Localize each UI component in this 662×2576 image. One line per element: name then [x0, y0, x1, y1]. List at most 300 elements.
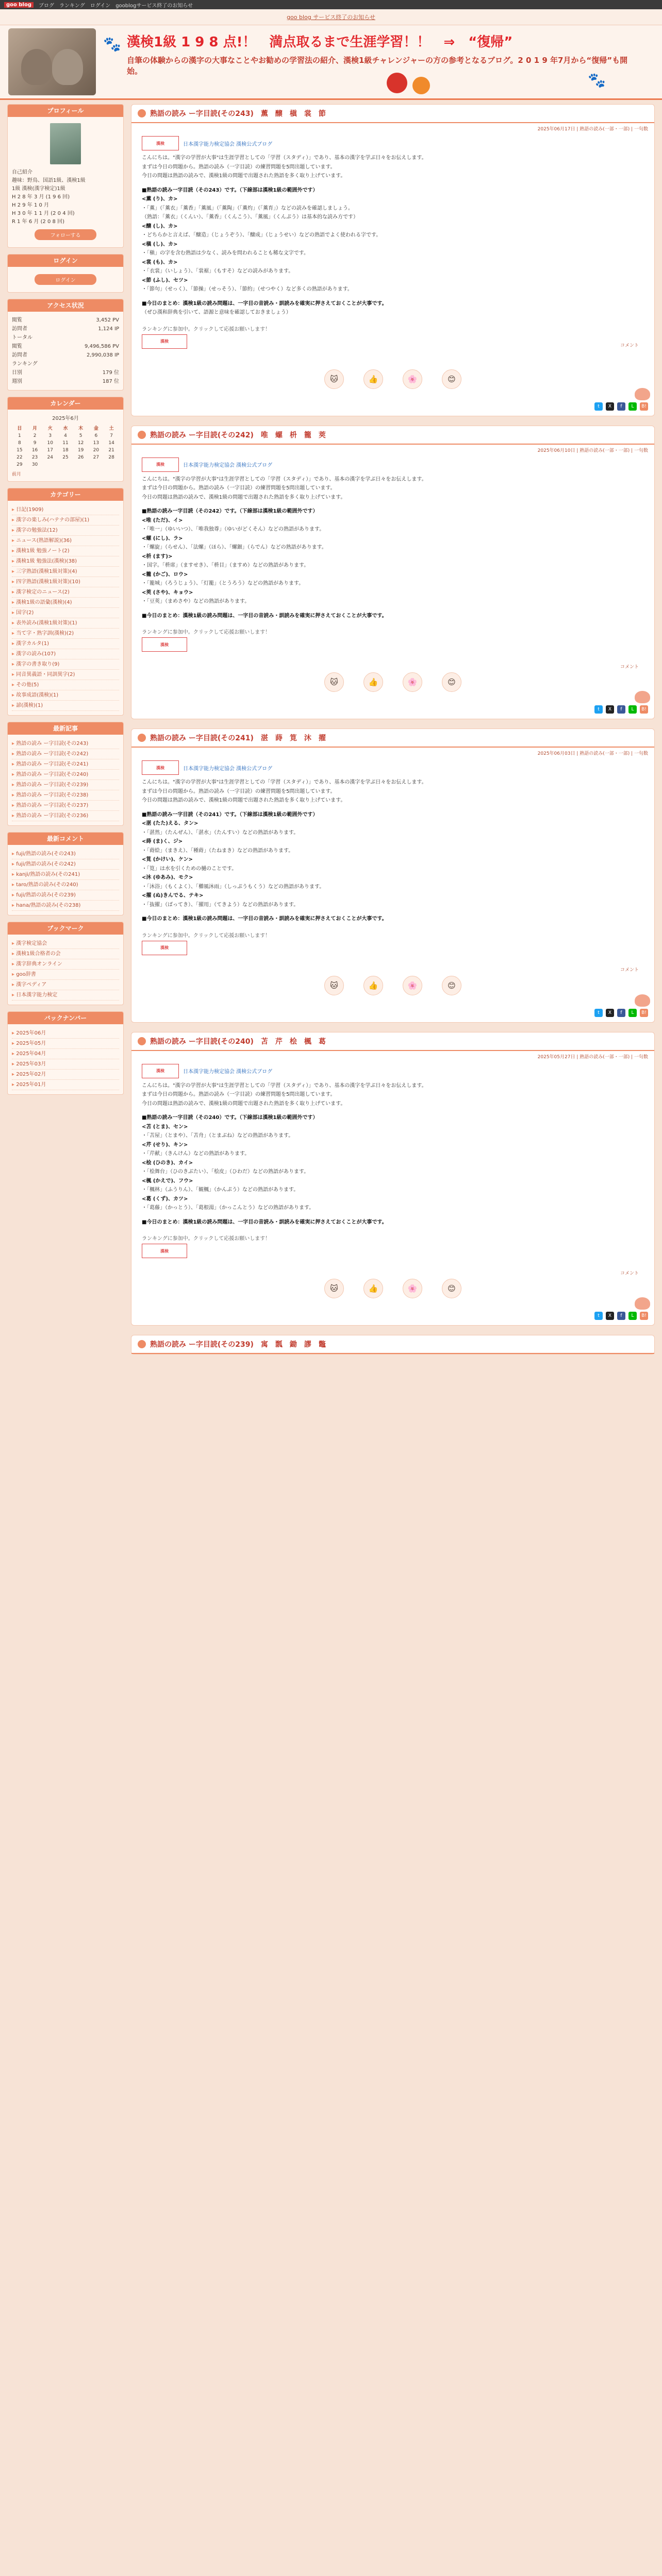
calendar-day[interactable]: 22: [16, 455, 23, 460]
access-heading: アクセス状況: [8, 299, 123, 312]
post-header: [131, 105, 654, 123]
post-title[interactable]: 熟語の読み ー字目読(その240) 苫 芹 桧 楓 葛: [150, 1037, 326, 1046]
calendar-day[interactable]: 1: [18, 433, 21, 438]
comment-link[interactable]: ▸ fuji/熟語の読み(その243): [12, 849, 119, 859]
reaction-button[interactable]: 🐱: [324, 976, 344, 995]
post-line: ・「湛然」（たんぜん）、「湛水」（たんすい）などの熟語があります。: [142, 829, 299, 836]
post-line: （熟語：「薫衣」（くんい）、「薫香」（くんこう）、「薫風」（くんぷう）は基本的な読み方です）: [142, 214, 358, 220]
access-box: [7, 299, 124, 391]
category-link[interactable]: ▸ 四字熟語(漢検1級対策)(10): [12, 577, 119, 587]
post-meta: 2025年06月17日 | 熟語の読み(一部・一部) | 一句数: [537, 127, 648, 132]
post-line: ・「唯一」（ゆいいつ）、「唯我独尊」（ゆいがどくそん）などの熟語があります。: [142, 527, 325, 532]
access-value: 3,452 PV: [96, 317, 119, 323]
access-row: [12, 360, 119, 368]
calendar-day: [42, 461, 58, 468]
paw-icon: 🐾: [588, 72, 606, 89]
avatar[interactable]: [50, 123, 81, 164]
topbar-link[interactable]: ログイン: [90, 3, 111, 9]
kanken-banner: [142, 136, 644, 150]
twitter-icon[interactable]: t: [594, 402, 603, 411]
category-link[interactable]: ▸ 漢字の書き取り(9): [12, 659, 119, 670]
sidebar: [7, 104, 124, 1364]
post-line: ■今日のまとめ：漢検1級の読み問題は、一字目の音読み・訓読みを確実に押さえておくことが大事です。: [142, 1219, 387, 1225]
post-line: ・「筧」は水を引くための樋のことです。: [142, 866, 237, 872]
access-value: 9,496,586 PV: [85, 344, 119, 349]
cat-deco-icon: [635, 994, 650, 1007]
profile-box: [7, 104, 124, 248]
kanken-logo[interactable]: 漢検: [142, 136, 179, 150]
post-line: <螺 (にし)、ラ>: [142, 535, 183, 541]
access-row: [12, 325, 119, 333]
kanken-banner: [142, 457, 644, 472]
post-line: <蒔 (ま)く、ジ>: [142, 839, 183, 844]
access-label: 週別: [12, 379, 22, 384]
post-text: [142, 1081, 644, 1227]
comment-link[interactable]: ▸ fuji/熟語の読み(その242): [12, 859, 119, 870]
post-header: [131, 729, 654, 748]
calendar-day[interactable]: 28: [108, 455, 114, 460]
calendar-day: [58, 461, 73, 468]
reaction-button[interactable]: 😊: [442, 976, 461, 995]
facebook-icon[interactable]: f: [617, 402, 625, 411]
kanken-banner: [142, 760, 644, 775]
profile-line: 趣味：野鳥、国語1級、漢検1級: [12, 178, 86, 183]
access-row: [12, 333, 119, 342]
topbar-link[interactable]: gooblogサービス終了のお知らせ: [115, 3, 193, 9]
weekday-label: 土: [109, 426, 114, 431]
login-button[interactable]: ログイン: [35, 274, 96, 285]
reaction-button[interactable]: 🐱: [324, 369, 344, 389]
reaction-buttons: [142, 672, 644, 692]
post-line: ・国字。「枡席」（ますせき）、「枡目」（ますめ）などの熟語があります。: [142, 563, 309, 568]
blog-subtitle: 自筆の体験からの漢字の大事なことやお勧めの学習法の紹介、漢検1級チャレンジャーの方の参考となるブログ。2 0 1 9 年7月から“復帰”も開始。: [127, 56, 628, 76]
reaction-buttons: [142, 1279, 644, 1298]
archive-link[interactable]: ▸ 2025年01月: [12, 1080, 119, 1090]
post-spacer: [142, 606, 644, 612]
topbar-link[interactable]: ランキング: [59, 3, 85, 9]
recent-post-link[interactable]: ▸ 熟語の読み ー字目読(その237): [12, 801, 119, 811]
blog-title[interactable]: 漢検1級 1 9 8 点!！ 満点取るまで生涯学習！！ ⇒ “復帰”: [127, 35, 513, 50]
post-line: ・「蒔絵」（まきえ）、「種蒔」（たねまき）などの熟語があります。: [142, 848, 294, 854]
category-link[interactable]: ▸ 漢字検定のニュース(2): [12, 587, 119, 598]
profile-heading: プロフィール: [8, 105, 123, 117]
kanken-link[interactable]: 日本漢字能力検定協会 漢検公式ブログ: [183, 1069, 273, 1075]
ranking-text: ランキングに参加中。クリックして応援お願いします！: [142, 933, 271, 939]
archive-list: [8, 1024, 123, 1094]
access-row: [12, 368, 119, 377]
recent-heading: 最新記事: [8, 722, 123, 735]
post-line: 今日の問題は熟語の読みで、漢検1級の問題で出題された熟語を多く取り上げています。: [142, 494, 346, 500]
recent-post-link[interactable]: ▸ 熟語の読み ー字目読(その240): [12, 770, 119, 780]
reaction-button[interactable]: 🌸: [403, 976, 422, 995]
category-link[interactable]: ▸ 漢検1級 勉強ノート(2): [12, 546, 119, 556]
category-link[interactable]: ▸ 三字熟語(漢検1級対策)(4): [12, 567, 119, 577]
archive-link[interactable]: ▸ 2025年02月: [12, 1070, 119, 1080]
post-line: ・「芹献」（きんけん）などの熟語があります。: [142, 1151, 250, 1157]
calendar-day[interactable]: 7: [110, 433, 113, 438]
calendar-day[interactable]: 3: [48, 433, 52, 438]
hatena-icon[interactable]: B!: [640, 1009, 648, 1017]
post-line: <籠 (かご)、ロウ>: [142, 571, 188, 578]
post-title[interactable]: 熟語の読み ー字目読(その241) 湛 蒔 筧 沐 擢: [150, 734, 326, 742]
post-line: ■熟語の読み一字目読（その240）です。（下線部は漢検1級の範囲外です）: [142, 1115, 318, 1121]
calendar-day[interactable]: 2: [33, 433, 37, 438]
weekday-label: 日: [17, 426, 22, 431]
hatena-icon[interactable]: B!: [640, 705, 648, 714]
archive-link[interactable]: ▸ 2025年04月: [12, 1049, 119, 1059]
login-box: [7, 254, 124, 293]
calendar-box: [7, 397, 124, 482]
category-link[interactable]: ▸ 日記(1909): [12, 505, 119, 515]
category-link[interactable]: ▸ 漢字の楽しみ(ハテナの部屋)(1): [12, 515, 119, 526]
comment-link[interactable]: ▸ hana/熟語の読み(その238): [12, 901, 119, 911]
profile-line: 自己紹介: [12, 170, 32, 175]
calendar-day[interactable]: 20: [93, 448, 100, 453]
blog-post: [131, 1335, 655, 1354]
category-link[interactable]: ▸ 漢字カルタ(1): [12, 639, 119, 649]
share-bar: [131, 1006, 654, 1022]
cat-deco-icon: [635, 388, 650, 400]
access-label: 訪問者: [12, 326, 27, 332]
reaction-button[interactable]: 👍: [363, 976, 383, 995]
calendar-day[interactable]: 12: [77, 440, 84, 446]
ranking-section: [142, 628, 644, 652]
ranking-banner[interactable]: 漢検: [142, 941, 187, 955]
access-value: 1,124 IP: [98, 326, 119, 332]
post-line: ■熟語の読み一字目読（その241）です。（下線部は漢検1級の範囲外です）: [142, 811, 318, 818]
reaction-buttons: [142, 976, 644, 995]
post-line: まずは今日の問題から。熟語の読み（一字目読）の練習問題を5問出題しています。: [142, 164, 336, 170]
recent-post-link[interactable]: ▸ 熟語の読み ー字目読(その236): [12, 811, 119, 821]
x-icon[interactable]: X: [606, 402, 614, 411]
bookmark-link[interactable]: ▸ 漢字ペディア: [12, 980, 119, 990]
archive-box: [7, 1011, 124, 1095]
category-link[interactable]: ▸ 同音異義語・同訓異字(2): [12, 670, 119, 680]
post-text: [142, 154, 644, 317]
weekday-label: 水: [63, 426, 68, 431]
post-line: 今日の問題は熟語の読みで、漢検1級の問題で出題された熟語を多く取り上げています。: [142, 798, 346, 803]
calendar-day[interactable]: 11: [62, 440, 69, 446]
calendar-day[interactable]: 10: [47, 440, 53, 446]
comment-link[interactable]: コメント: [620, 968, 639, 973]
calendar-day[interactable]: 23: [31, 455, 38, 460]
access-row: [12, 342, 119, 351]
post-line: ■熟語の読み一字目読（その242）です。（下線部は漢検1級の範囲外です）: [142, 509, 318, 514]
line-icon[interactable]: L: [628, 1312, 637, 1320]
yarn-ball-icon: [412, 77, 430, 94]
post-line: <醸 (し)、カ>: [142, 223, 178, 229]
recent-post-link[interactable]: ▸ 熟語の読み ー字目読(その241): [12, 759, 119, 770]
kanken-logo[interactable]: 漢検: [142, 1064, 179, 1078]
title-dot-icon: [138, 1037, 146, 1045]
kanken-logo[interactable]: 漢検: [142, 457, 179, 472]
post-title[interactable]: 熟語の読み ー字目読(その239) 寓 瓢 鋤 謬 鼈: [150, 1341, 326, 1349]
access-label: ランキング: [12, 361, 38, 367]
post-line: ・どちらかと言えば、「醸造」（じょうぞう）、「醸成」（じょうせい）などの熟語でよく使われる字です。: [142, 232, 382, 238]
post-line: ・「抜擢」（ばってき）、「擢用」（てきよう）などの熟語があります。: [142, 902, 299, 908]
line-icon[interactable]: L: [628, 402, 637, 411]
reaction-button[interactable]: 🌸: [403, 1279, 422, 1298]
ranking-banner[interactable]: 漢検: [142, 637, 187, 652]
bookmark-link[interactable]: ▸ 日本漢字能力検定: [12, 990, 119, 1001]
bookmark-link[interactable]: ▸ 漢字辞典オンライン: [12, 959, 119, 970]
bookmark-box: [7, 922, 124, 1005]
post-line: ・「節句」（せっく）、「節操」（せっそう）、「節約」（せつやく）など多くの熟語があります。: [142, 286, 353, 292]
post-line: ■熟語の読み一字目読（その243）です。（下線部は漢検1級の範囲外です）: [142, 187, 318, 193]
kanken-logo[interactable]: 漢検: [142, 760, 179, 775]
access-label: 日別: [12, 370, 22, 376]
topbar-link[interactable]: ブログ: [39, 3, 54, 9]
title-dot-icon: [138, 1340, 146, 1348]
post-spacer: [142, 805, 644, 810]
twitter-icon[interactable]: t: [594, 1009, 603, 1017]
post-line: <薫 (り)、カ>: [142, 196, 178, 202]
calendar-day[interactable]: 21: [108, 448, 114, 453]
post-title[interactable]: 熟語の読み ー字目読(その242) 唯 螺 枡 籠 莢: [150, 431, 326, 439]
main-content: [131, 104, 655, 1364]
comments-list: [8, 845, 123, 915]
line-icon[interactable]: L: [628, 705, 637, 714]
reaction-button[interactable]: 😊: [442, 369, 461, 389]
comments-heading: 最新コメント: [8, 833, 123, 845]
calendar-day[interactable]: 24: [47, 455, 53, 460]
blog-header: [0, 25, 662, 100]
category-heading: カテゴリー: [8, 488, 123, 501]
post-body: [131, 1062, 654, 1309]
bookmark-link[interactable]: ▸ goo辞書: [12, 970, 119, 980]
calendar-day[interactable]: 15: [16, 448, 23, 453]
category-link[interactable]: ▸ 諺(漢検)(1): [12, 701, 119, 711]
calendar-day[interactable]: 26: [77, 455, 84, 460]
share-bar: [131, 399, 654, 416]
recent-post-link[interactable]: ▸ 熟語の読み ー字目読(その243): [12, 739, 119, 749]
comment-link[interactable]: コメント: [620, 343, 639, 348]
post-meta: 2025年05月27日 | 熟語の読み(一部・一部) | 一句数: [537, 1054, 648, 1060]
cat-deco-icon: [635, 691, 650, 703]
post-line: <沐 (ゆあみ)、モク>: [142, 875, 193, 880]
x-icon[interactable]: X: [606, 705, 614, 714]
comment-link[interactable]: ▸ fuji/熟語の読み(その239): [12, 890, 119, 901]
calendar-day[interactable]: 19: [77, 448, 84, 453]
archive-heading: バックナンバー: [8, 1012, 123, 1024]
post-line: <莢 (さや)、キョウ>: [142, 589, 193, 596]
calendar-day[interactable]: 13: [93, 440, 100, 446]
reaction-button[interactable]: 😊: [442, 672, 461, 692]
post-text: [142, 475, 644, 621]
comment-link[interactable]: コメント: [620, 1270, 639, 1276]
title-dot-icon: [138, 734, 146, 742]
cats-photo: [8, 28, 96, 95]
hatena-icon[interactable]: B!: [640, 402, 648, 411]
post-header: [131, 1335, 654, 1354]
category-link[interactable]: ▸ 漢検1級の語彙(漢検)(4): [12, 598, 119, 608]
category-list: [8, 501, 123, 715]
reaction-button[interactable]: 🌸: [403, 672, 422, 692]
post-spacer: [142, 181, 644, 186]
recent-box: [7, 722, 124, 826]
kanken-link[interactable]: 日本漢字能力検定協会 漢検公式ブログ: [183, 463, 273, 468]
comments-box: [7, 832, 124, 916]
post-line: ・「沐浴」（もくよく）、「櫛風沐雨」（しっぷうもくう）などの熟語があります。: [142, 884, 325, 890]
post-line: こんにちは。"漢字の学習が大事"は生涯学習としての「学習（スタディ）」であり、基本の漢字を学ぶ日々をお伝えします。: [142, 1082, 427, 1089]
bookmark-link[interactable]: ▸ 漢字検定協会: [12, 939, 119, 949]
twitter-icon[interactable]: t: [594, 705, 603, 714]
hatena-icon[interactable]: B!: [640, 1312, 648, 1320]
twitter-icon[interactable]: t: [594, 1312, 603, 1320]
goo-logo[interactable]: goo blog: [4, 2, 34, 8]
post-header: [131, 1032, 654, 1051]
facebook-icon[interactable]: f: [617, 705, 625, 714]
archive-link[interactable]: ▸ 2025年05月: [12, 1039, 119, 1049]
kanken-link[interactable]: 日本漢字能力検定協会 漢検公式ブログ: [183, 766, 273, 772]
access-row: [12, 316, 119, 325]
post-line: <葛 (くず)、カツ>: [142, 1196, 188, 1202]
post-line: ・「苫屋」（とまや）、「苫舟」（とまぶね）などの熟語があります。: [142, 1133, 294, 1139]
post-line: ・「籠城」（ろうじょう）、「灯籠」（とうろう）などの熟語があります。: [142, 581, 304, 586]
ranking-banner[interactable]: 漢検: [142, 334, 187, 349]
comment-link[interactable]: コメント: [620, 664, 639, 670]
category-link[interactable]: ▸ 故事成語(漢検)(1): [12, 690, 119, 701]
reaction-buttons: [142, 369, 644, 389]
post-line: 今日の問題は熟語の読みで、漢検1級の問題で出題された熟語を多く取り上げています。: [142, 173, 346, 179]
calendar-day: [104, 461, 119, 468]
profile-text: [12, 168, 119, 226]
blog-post: [131, 1032, 655, 1326]
category-link[interactable]: ▸ 漢字の読み(107): [12, 649, 119, 659]
reaction-button[interactable]: 🐱: [324, 1279, 344, 1298]
post-line: <裳 (も)、カ>: [142, 259, 178, 265]
calendar-day[interactable]: 14: [108, 440, 114, 446]
calendar-day[interactable]: 18: [62, 448, 69, 453]
recent-post-link[interactable]: ▸ 熟語の読み ー字目読(その242): [12, 749, 119, 759]
line-icon[interactable]: L: [628, 1009, 637, 1017]
service-notice-link[interactable]: goo blog サービス終了のお知らせ: [287, 14, 375, 21]
calendar-day[interactable]: 16: [31, 448, 38, 453]
reaction-button[interactable]: 🌸: [403, 369, 422, 389]
access-value: 2,990,038 IP: [86, 352, 119, 358]
post-line: <唯 (ただ)、イ>: [142, 517, 183, 523]
post-line: ・「葛藤」（かっとう）、「葛根湯」（かっこんとう）などの熟語があります。: [142, 1205, 315, 1211]
profile-line: H 3 0 年 1 1 月 (2 0 4 回): [12, 211, 75, 216]
category-link[interactable]: ▸ その他(5): [12, 680, 119, 690]
post-line: まずは今日の問題から。熟語の読み（一字目読）の練習問題を5問出題しています。: [142, 1092, 336, 1097]
service-notice: [0, 9, 662, 25]
kanken-link[interactable]: 日本漢字能力検定協会 漢検公式ブログ: [183, 141, 273, 147]
reaction-button[interactable]: 👍: [363, 1279, 383, 1298]
reaction-button[interactable]: 😊: [442, 1279, 461, 1298]
reaction-button[interactable]: 👍: [363, 672, 383, 692]
post-line: ・「桧舞台」（ひのきぶたい）、「桧皮」（ひわだ）などの熟語があります。: [142, 1169, 309, 1175]
bookmark-list: [8, 935, 123, 1005]
ranking-text: ランキングに参加中。クリックして応援お願いします！: [142, 326, 271, 332]
calendar-day[interactable]: 5: [79, 433, 82, 438]
post-line: <苫 (とま)、セン>: [142, 1124, 188, 1130]
blog-post: [131, 728, 655, 1023]
share-bar: [131, 702, 654, 719]
recent-post-link[interactable]: ▸ 熟語の読み ー字目読(その239): [12, 780, 119, 790]
post-line: ・「楓林」（ふうりん）、「観楓」（かんぷう）などの熟語があります。: [142, 1187, 299, 1193]
post-line: <桧 (ひのき)、カイ>: [142, 1160, 193, 1166]
calendar-prev-link[interactable]: 前月: [12, 472, 22, 477]
ranking-banner[interactable]: 漢検: [142, 1244, 187, 1258]
calendar-day[interactable]: 25: [62, 455, 69, 460]
post-spacer: [142, 1213, 644, 1218]
archive-link[interactable]: ▸ 2025年06月: [12, 1028, 119, 1039]
calendar-day[interactable]: 29: [16, 462, 23, 467]
x-icon[interactable]: X: [606, 1312, 614, 1320]
post-line: ・「槇」の字を含む熟語は少なく、読みを問われることも稀な文字です。: [142, 250, 309, 256]
calendar-day[interactable]: 30: [31, 462, 38, 467]
calendar-day[interactable]: 6: [94, 433, 98, 438]
category-box: [7, 488, 124, 716]
post-line: ・「薫」（「薫衣」「薫香」「薫風」（「薫陶」（「薫灼」（「薫育」）などの読みを確認しましょう。: [142, 205, 353, 211]
post-line: まずは今日の問題から。熟語の読み（一字目読）の練習問題を5問出題しています。: [142, 788, 336, 794]
post-spacer: [142, 1108, 644, 1113]
access-label: トータル: [12, 335, 32, 341]
weekday-label: 火: [47, 426, 53, 431]
weekday-label: 木: [78, 426, 84, 431]
paw-icon: 🐾: [103, 36, 121, 53]
reaction-button[interactable]: 🐱: [324, 672, 344, 692]
post-line: <節 (ふし)、セツ>: [142, 277, 188, 283]
bookmark-link[interactable]: ▸ 漢検1級合格者の会: [12, 949, 119, 959]
post-line: 今日の問題は熟語の読みで、漢検1級の問題で出題された熟語を多く取り上げています。: [142, 1100, 346, 1107]
category-link[interactable]: ▸ 国字(2): [12, 608, 119, 618]
post-body: [131, 455, 654, 703]
category-link[interactable]: ▸ 漢検1級 勉強法(漢検)(38): [12, 556, 119, 567]
archive-link[interactable]: ▸ 2025年03月: [12, 1059, 119, 1070]
facebook-icon[interactable]: f: [617, 1009, 625, 1017]
comment-link[interactable]: ▸ kanji/熟語の読み(その241): [12, 870, 119, 880]
post-body: [131, 758, 654, 1006]
access-value: 187 位: [102, 379, 119, 384]
facebook-icon[interactable]: f: [617, 1312, 625, 1320]
weekday-label: 金: [93, 426, 98, 431]
title-dot-icon: [138, 431, 146, 439]
post-line: <芹 (せり)、キン>: [142, 1142, 188, 1148]
calendar-heading: カレンダー: [8, 397, 123, 410]
category-link[interactable]: ▸ 漢字の勉強法(12): [12, 526, 119, 536]
calendar-day[interactable]: 9: [33, 440, 37, 446]
post-line: こんにちは。"漢字の学習が大事"は生涯学習としての「学習（スタディ）」であり、基本の漢字を学ぶ日々をお伝えします。: [142, 476, 427, 482]
post-header: [131, 426, 654, 445]
calendar-day[interactable]: 4: [64, 433, 67, 438]
post-line: ・「衣裳」（いしょう）、「裳裾」（もすそ）などの読みがあります。: [142, 268, 294, 274]
x-icon[interactable]: X: [606, 1009, 614, 1017]
calendar-month: 2025年6月: [52, 416, 79, 421]
category-link[interactable]: ▸ 表外読み(漢検1級対策)(1): [12, 618, 119, 629]
post-line: ■今日のまとめ：漢検1級の読み問題は、一字目の音読み・訓読みを確実に押さえておくことが大事です。: [142, 300, 387, 307]
cat-deco-icon: [635, 1297, 650, 1310]
recent-list: [8, 735, 123, 825]
category-link[interactable]: ▸ ニュース(熟語解説)(36): [12, 536, 119, 546]
calendar-day[interactable]: 8: [18, 440, 21, 446]
category-link[interactable]: ▸ 当て字・熟字訓(漢検)(2): [12, 629, 119, 639]
recent-post-link[interactable]: ▸ 熟語の読み ー字目読(その238): [12, 790, 119, 801]
post-title[interactable]: 熟語の読み ー字目読(その243) 薫 醸 槇 裳 節: [150, 110, 326, 118]
post-spacer: [142, 502, 644, 507]
title-dot-icon: [138, 109, 146, 117]
profile-line: R 1 年 6 月 (2 0 8 回): [12, 219, 64, 225]
post-body: [131, 134, 654, 399]
ranking-section: [142, 325, 644, 349]
calendar-day[interactable]: 27: [93, 455, 100, 460]
comment-link[interactable]: ▸ taro/熟語の読み(その240): [12, 880, 119, 890]
calendar-day[interactable]: 17: [47, 448, 53, 453]
follow-button[interactable]: フォローする: [35, 229, 96, 240]
reaction-button[interactable]: 👍: [363, 369, 383, 389]
post-spacer: [142, 909, 644, 914]
